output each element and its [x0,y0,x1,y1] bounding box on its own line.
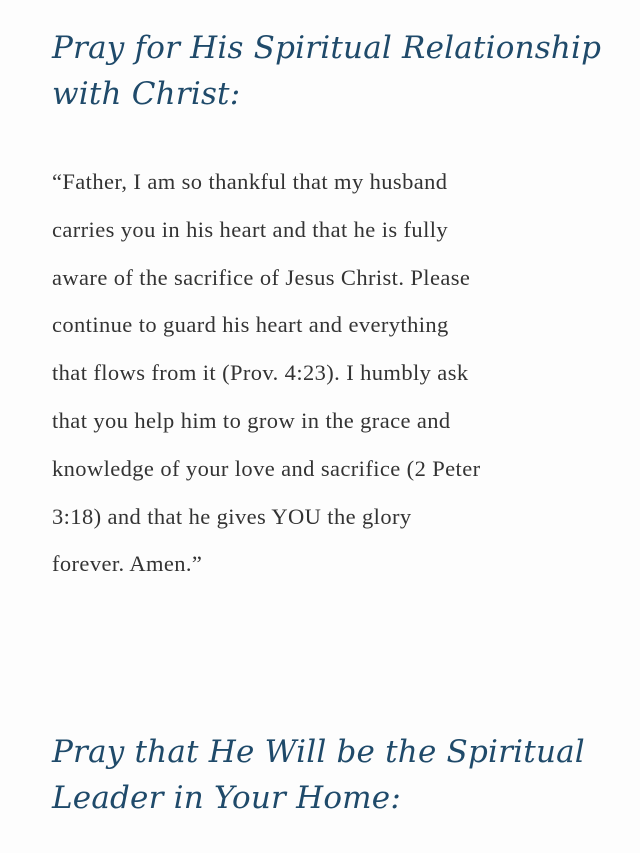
section-heading-spiritual-leader: Pray that He Will be the Spiritual Leader in Your Home: [52,734,585,816]
prayer-line: carries you in his heart and that he is fully [52,216,449,242]
prayer-line: that you help him to grow in the grace and [52,407,451,433]
prayer-line: “Father, I am so thankful that my husband [52,169,448,194]
section-heading-spiritual-relationship: Pray for His Spiritual Relationship with Christ: [52,30,602,112]
prayer-paragraph [52,158,480,588]
prayer-line: that flows from it (Prov. 4:23). I humbly ask [52,360,469,386]
prayer-line: forever. Amen.” [52,551,203,577]
prayer-line: 3:18) and that he gives YOU the glory [52,503,412,529]
prayer-line: knowledge of your love and sacrifice (2 Peter [52,455,481,481]
prayer-line: aware of the sacrifice of Jesus Christ. Please [52,264,471,290]
prayer-line: continue to guard his heart and everything [52,312,449,338]
